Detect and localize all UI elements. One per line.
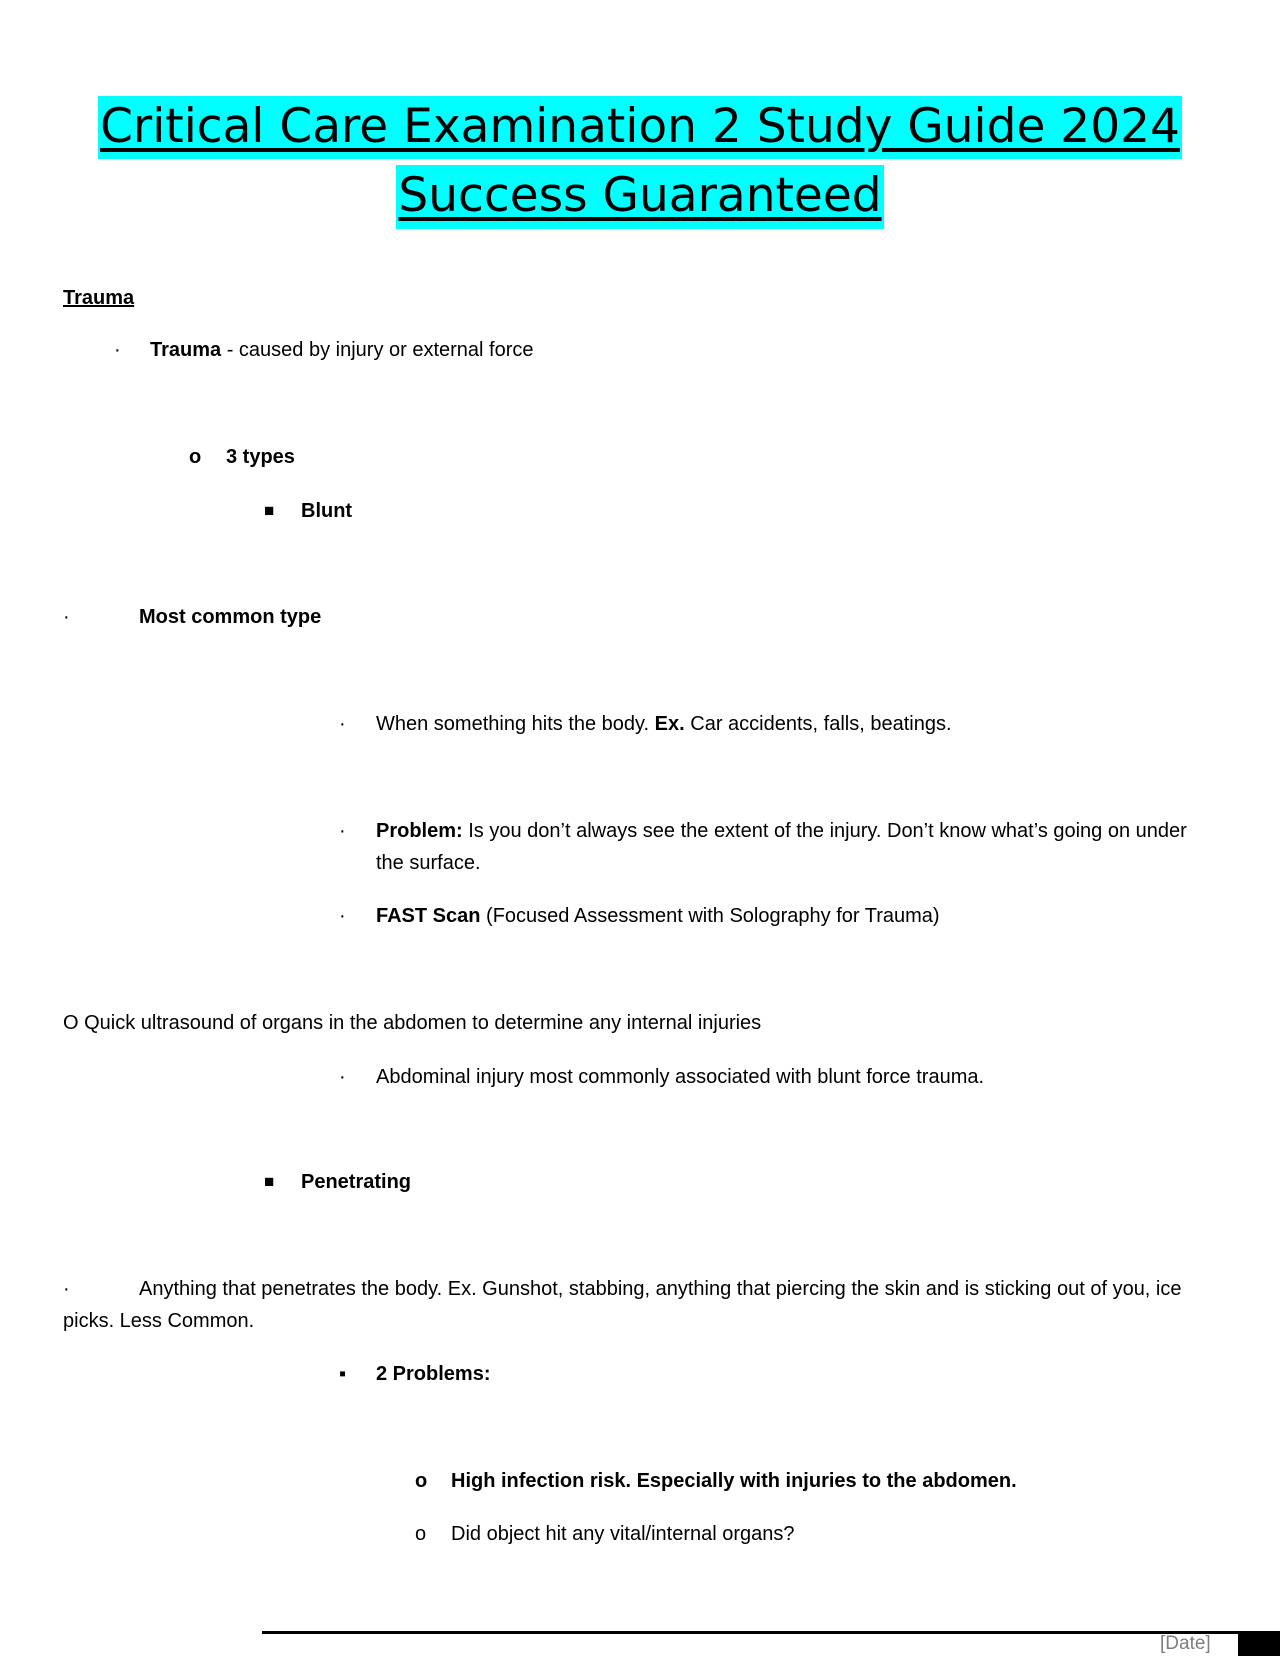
blunt-description [376, 708, 952, 740]
bullet-dot: · [63, 1278, 70, 1300]
bullet-dot: · [339, 713, 346, 735]
bullet-o: o [415, 1470, 428, 1492]
blunt-problem [376, 815, 1206, 879]
hits-body-examples: Car accidents, falls, beatings. [684, 713, 952, 735]
bullet-dot: · [339, 820, 346, 842]
two-problems: 2 Problems: [376, 1363, 491, 1385]
fast-scan [376, 900, 940, 932]
trauma-term: Trauma [150, 339, 222, 361]
bullet-small-square: ▪ [339, 1363, 347, 1385]
high-infection-risk: High infection risk. Especially with injuries to the abdomen. [451, 1470, 1017, 1492]
title-line-2: Success Guaranteed [396, 165, 883, 228]
penetrating-description: Anything that penetrates the body. Ex. Gunshot, stabbing, anything that piercing the skin and is sticking out of you, ice picks. Less Common. [63, 1278, 1182, 1332]
trauma-definition [150, 334, 534, 366]
footer-date: [Date] [1160, 1633, 1211, 1654]
fast-text: (Focused Assessment with Solography for Trauma) [480, 905, 940, 927]
fast-label: FAST Scan [376, 905, 481, 927]
problem-text: Is you don’t always see the extent of the injury. Don’t know what’s going on under the surface. [376, 820, 1187, 874]
blunt-heading: Blunt [301, 500, 353, 522]
abdominal-injury: Abdominal injury most commonly associated with blunt force trauma. [376, 1066, 985, 1088]
footer-rule [262, 1631, 1280, 1634]
bullet-square: ■ [264, 1172, 275, 1191]
section-heading: Trauma [63, 287, 135, 309]
hits-body-text: When something hits the body. [376, 713, 655, 735]
three-types: 3 types [226, 446, 295, 468]
bullet-dot: · [114, 339, 121, 361]
bullet-o: o [415, 1523, 427, 1545]
bullet-dot: · [339, 1066, 346, 1088]
title-line-1: Critical Care Examination 2 Study Guide 2024 [98, 96, 1182, 159]
problem-label: Problem: [376, 820, 463, 842]
quick-ultrasound: O Quick ultrasound of organs in the abdomen to determine any internal injuries [63, 1012, 762, 1034]
footer-page-block [1238, 1634, 1280, 1656]
bullet-dot: · [63, 606, 70, 628]
document-title [60, 96, 1220, 235]
bullet-o: o [189, 446, 202, 468]
bullet-square: ■ [264, 501, 275, 520]
bullet-dot: · [339, 905, 346, 927]
most-common-type: Most common type [139, 606, 322, 628]
example-label: Ex. [654, 713, 685, 735]
vital-organs: Did object hit any vital/internal organs? [451, 1523, 795, 1545]
penetrating-heading: Penetrating [301, 1171, 412, 1193]
trauma-def-text: - caused by injury or external force [221, 339, 534, 361]
